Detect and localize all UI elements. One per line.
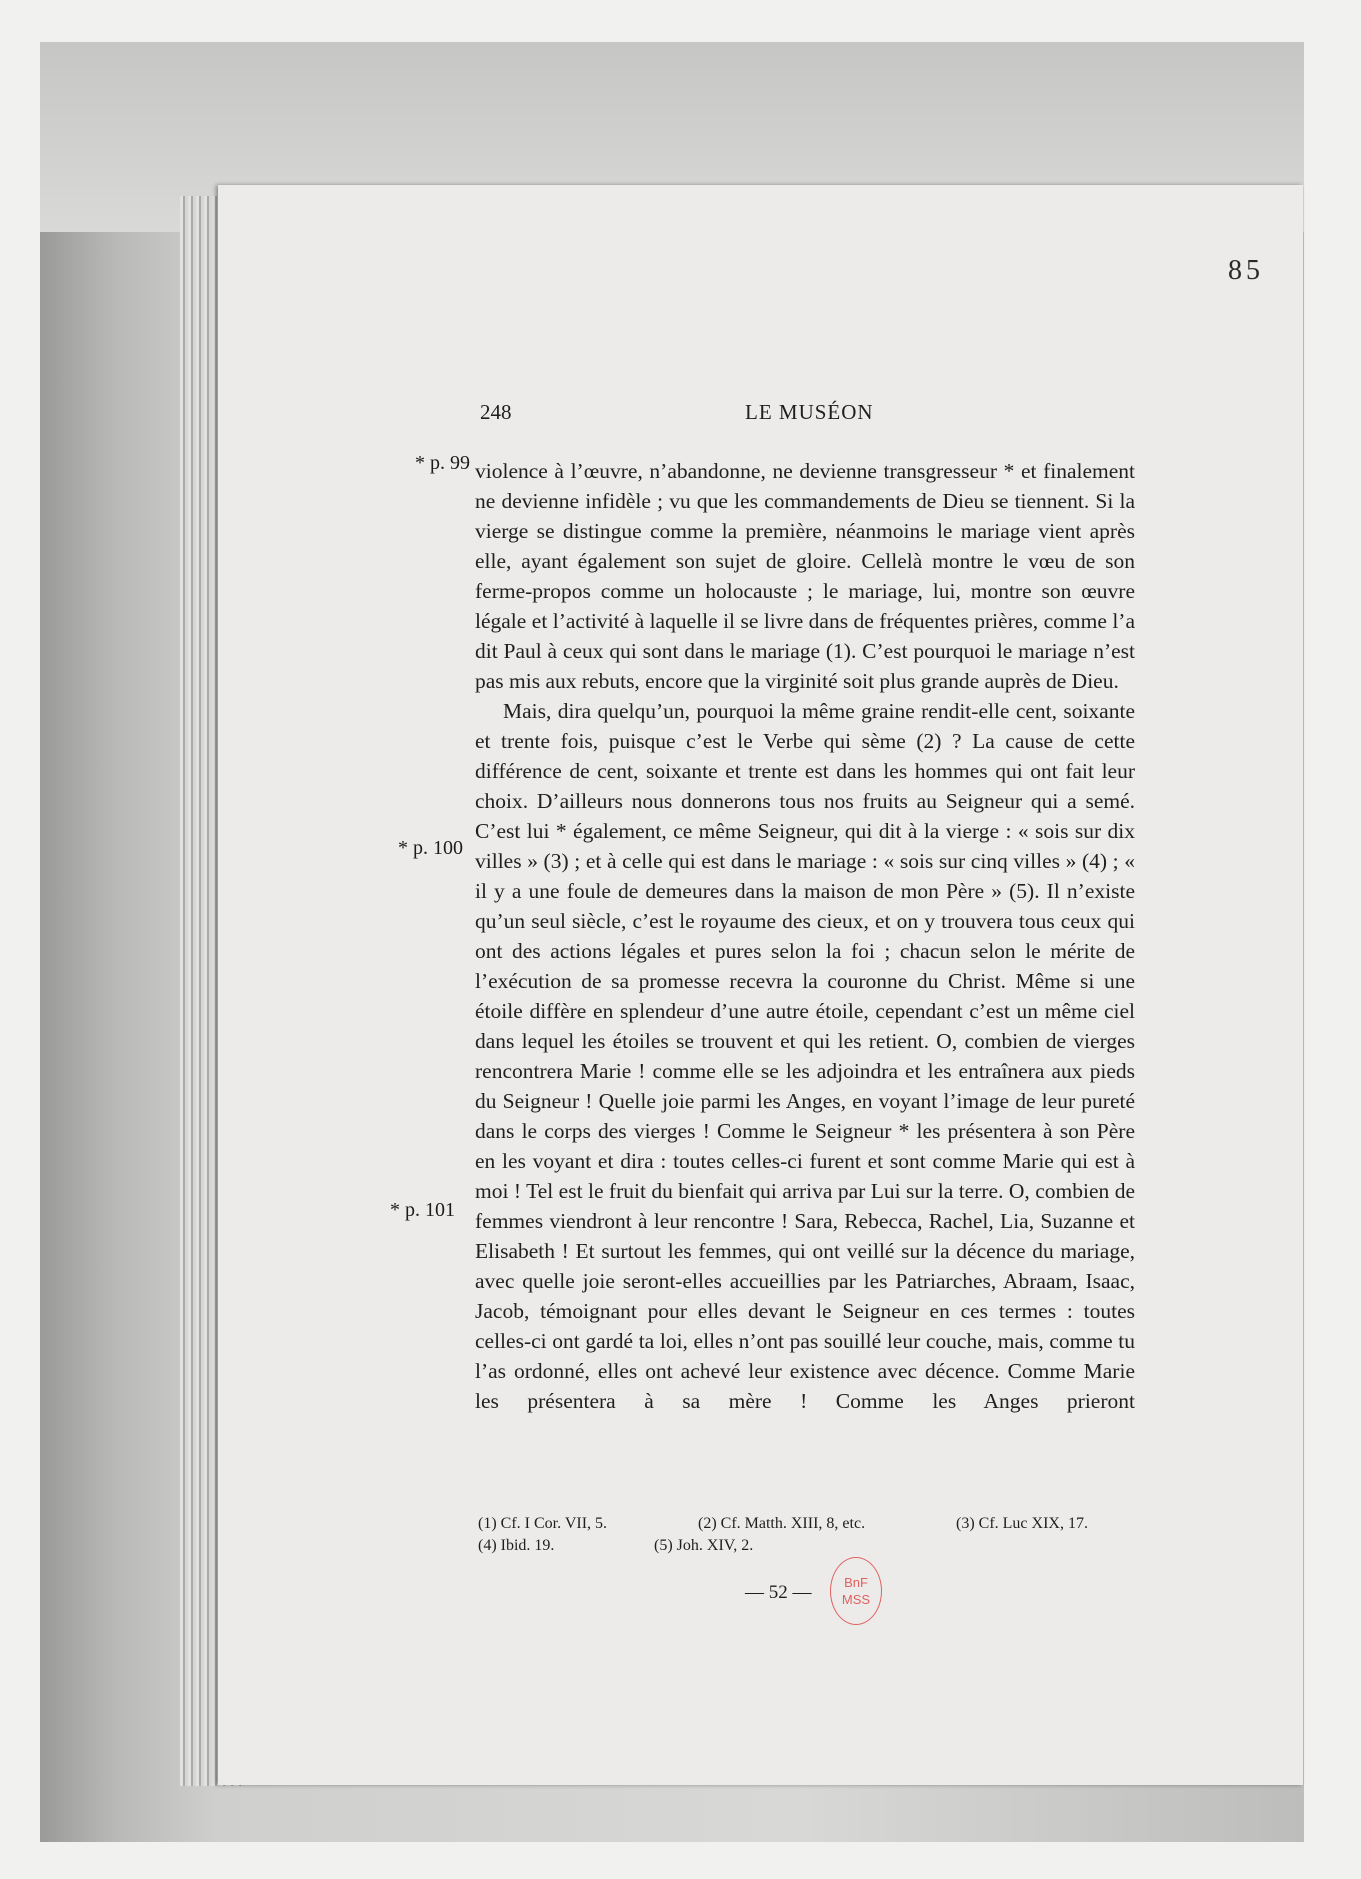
footnote-3: (3) Cf. Luc XIX, 17. bbox=[956, 1515, 1088, 1532]
body-text bbox=[475, 456, 1135, 1416]
running-head-page-number: 248 bbox=[480, 400, 512, 424]
margin-ref-p101: * p. 101 bbox=[390, 1199, 455, 1221]
stamp-line-1: BnF bbox=[844, 1575, 868, 1590]
stamp-line-2: MSS bbox=[841, 1592, 871, 1607]
paragraph: Mais, dira quelqu’un, pourquoi la même graine rendit-elle cent, soixante et trente fois, puisque c’est le Verbe qui sème (2) ? La cause de cette différence de cent, soixante et trente est dans les hommes qui ont fait leur choix. D’ailleurs nous donnerons tous nos fruits au Seigneur qui a semé. C’est lui * également, ce même Seigneur, qui dit à la vierge : « sois sur dix villes » (3) ; et à celle qui est dans le mariage : « sois sur cinq villes » (4) ; « il y a une foule de demeures dans la maison de mon Père » (5). Il n’existe qu’un seul siècle, c’est le royaume des cieux, et on y trouvera tous ceux qui ont des actions légales et pures selon la foi ; chacun selon le mérite de l’exécution de sa promesse recevra la couronne du Christ. Même si une étoile diffère en splendeur d’une autre étoile, cependant c’est un même ciel dans lequel les étoiles se trouvent et qui les retient. O, combien de vierges rencontrera Marie ! comme elle se les adjoindra et les entraînera aux pieds du Seigneur ! Quelle joie parmi les Anges, en voyant l’image de leur pureté dans le corps des vierges ! Comme le Seigneur * les présentera à son Père en les voyant et dira : toutes celles-ci furent et sont comme Marie qui est à moi ! Tel est le fruit du bienfait qui arriva par Lui sur la terre. O, combien de femmes viendront à leur rencontre ! Sara, Rebecca, Rachel, Lia, Suzanne et Elisabeth ! Et surtout les femmes, qui ont veillé sur la décence du mariage, avec quelle joie seront-elles accueillies par les Patriarches, Abraam, Isaac, Jacob, témoignant pour elles devant le Seigneur en ces termes : toutes celles-ci ont gardé ta loi, elles n’ont pas souillé leur couche, mais, comme tu l’as ordonné, elles ont achevé leur existence avec décence. Comme Marie les présentera à sa mère ! Comme les Anges prieront bbox=[475, 699, 1135, 1413]
margin-ref-p99: * p. 99 bbox=[415, 452, 470, 474]
paragraph: violence à l’œuvre, n’abandonne, ne devienne transgresseur * et finalement ne devienne infidèle ; vu que les commandements de Dieu se tiennent. Si la vierge se distingue comme la première, néanmoins le mariage vient après elle, ayant également son sujet de gloire. Cellelà montre le vœu de son ferme-propos comme un holocauste ; le mariage, lui, montre son œuvre légale et l’activité à laquelle il se livre dans de fréquentes prières, comme l’a dit Paul à ceux qui sont dans le mariage (1). C’est pourquoi le mariage n’est pas mis aux rebuts, encore que la virginité soit plus grande auprès de Dieu. bbox=[475, 459, 1135, 693]
footnote-row bbox=[478, 1535, 1133, 1557]
folio-number: 85 bbox=[1228, 255, 1264, 286]
footnote-2: (2) Cf. Matth. XIII, 8, etc. bbox=[698, 1515, 866, 1532]
running-head-title: LE MUSÉON bbox=[745, 400, 874, 424]
footnote-1: (1) Cf. I Cor. VII, 5. bbox=[478, 1515, 608, 1532]
footnotes bbox=[478, 1513, 1133, 1557]
running-head bbox=[470, 400, 1130, 430]
footnote-row bbox=[478, 1513, 1133, 1535]
footnote-5: (5) Joh. XIV, 2. bbox=[654, 1537, 754, 1554]
footnote-4: (4) Ibid. 19. bbox=[478, 1537, 555, 1554]
margin-ref-p100: * p. 100 bbox=[398, 837, 463, 859]
page-footer-number: — 52 — bbox=[745, 1582, 812, 1603]
library-stamp bbox=[830, 1557, 882, 1625]
